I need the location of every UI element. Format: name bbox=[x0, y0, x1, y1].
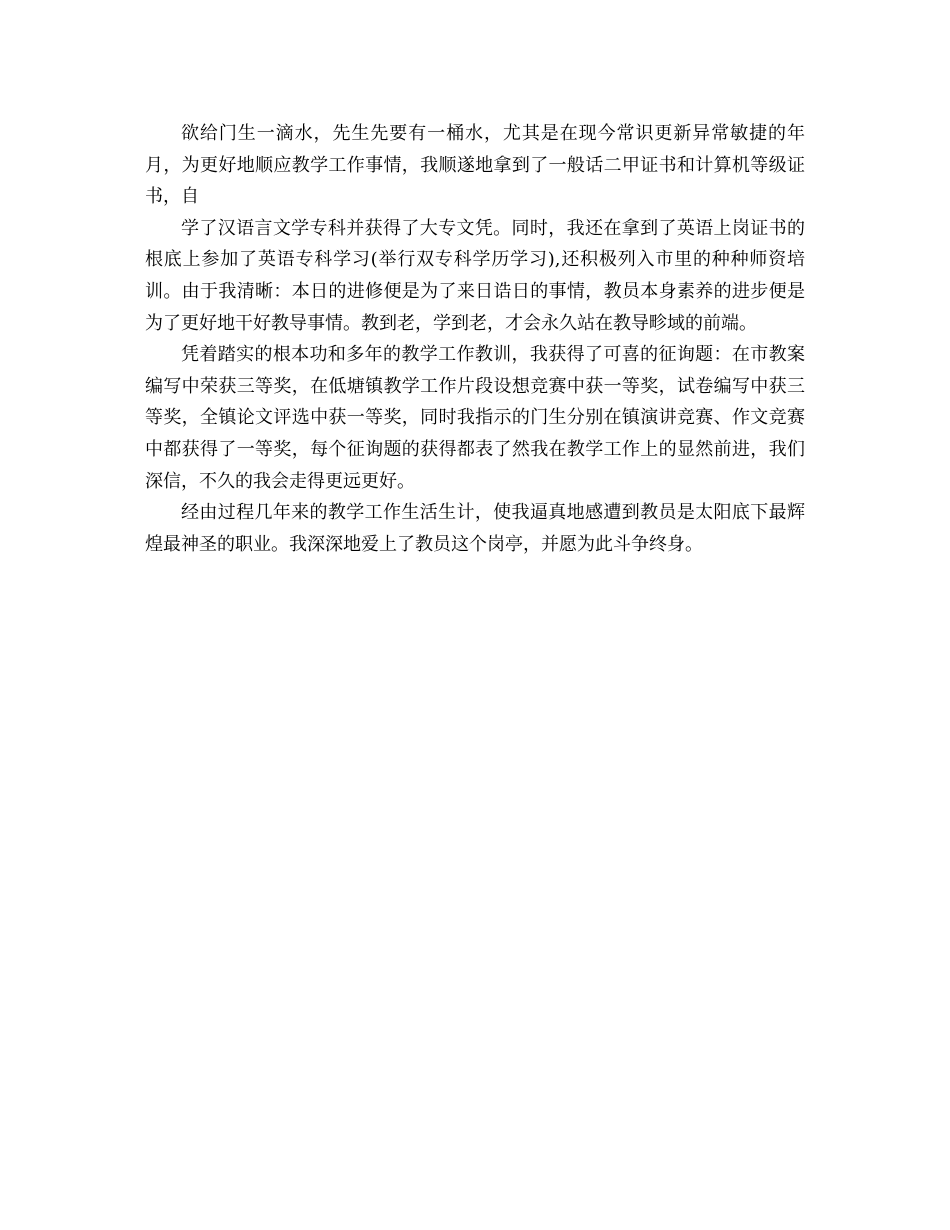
paragraph-4: 经由过程几年来的教学工作生活生计，使我逼真地感遭到教员是太阳底下最辉煌最神圣的职业。我深深地爱上了教员这个岗亭，并愿为此斗争终身。 bbox=[145, 502, 805, 555]
paragraph-3: 凭着踏实的根本功和多年的教学工作教训，我获得了可喜的征询题：在市教案编写中荣获三等奖，在低塘镇教学工作片段设想竞赛中获一等奖，试卷编写中获三等奖，全镇论文评选中获一等奖，同时我指示的门生分别在镇演讲竞赛、作文竞赛中都获得了一等奖，每个征询题的获得都表了然我在教学工作上的显然前进，我们深信，不久的我会走得更远更好。 bbox=[145, 344, 805, 492]
paragraph-1: 欲给门生一滴水，先生先要有一桶水，尤其是在现今常识更新异常敏捷的年月，为更好地顺应教学工作事情，我顺遂地拿到了一般话二甲证书和计算机等级证书，自 bbox=[145, 123, 805, 208]
document-body bbox=[145, 118, 805, 560]
paragraph-2: 学了汉语言文学专科并获得了大专文凭。同时，我还在拿到了英语上岗证书的根底上参加了英语专科学习(举行双专科学历学习),还积极列入市里的种种师资培训。由于我清晰：本日的进修便是为了来日诰日的事情，教员本身素养的进步便是为了更好地干好教导事情。教到老，学到老，才会永久站在教导畛域的前端。 bbox=[145, 217, 805, 334]
